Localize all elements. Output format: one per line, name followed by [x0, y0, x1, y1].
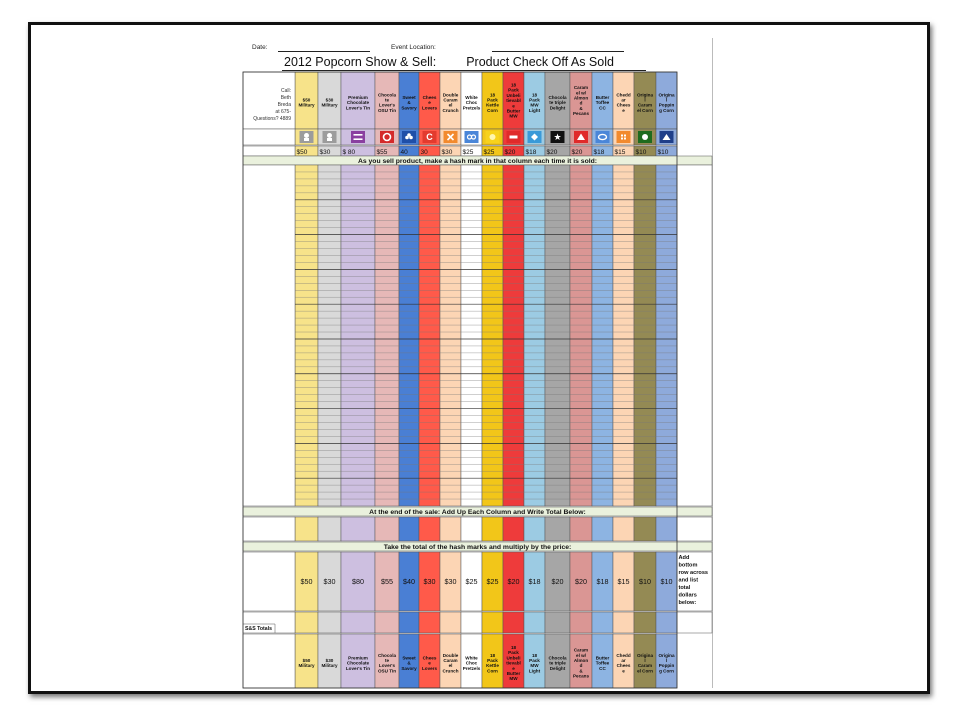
note-cell — [677, 165, 712, 506]
product-name-footer: ar — [621, 658, 626, 664]
cell-sales-total — [570, 612, 592, 633]
product-name: Caram — [637, 102, 653, 108]
product-name-footer: Choc — [465, 660, 478, 666]
cell-total — [592, 517, 613, 541]
price-multiplier: $20 — [551, 577, 564, 586]
product-name: Caram — [573, 85, 589, 91]
cell-sales-total — [295, 612, 318, 633]
price-multiplier: $30 — [423, 577, 436, 586]
totals-label: S&S Totals — [245, 626, 272, 632]
product-name: ar — [621, 97, 626, 103]
product-name-footer: Crunch — [442, 668, 459, 674]
product-name: Premium — [348, 94, 368, 100]
product-name: Toffee — [595, 100, 610, 106]
cell-sales-total — [399, 612, 419, 633]
product-name-footer: OSU Tin — [377, 668, 397, 674]
cell-total — [295, 517, 318, 541]
product-name: Chees — [616, 102, 631, 108]
ring-icon — [380, 131, 394, 143]
cell-sales-total — [613, 612, 634, 633]
product-name-footer: Military — [321, 663, 338, 669]
product-name: l — [644, 97, 646, 103]
product-name-footer: Chocola — [548, 655, 567, 661]
product-name: $50 — [302, 97, 311, 103]
product-name: Pecans — [572, 111, 590, 117]
cell-total — [440, 517, 461, 541]
price-label: $20 — [571, 149, 583, 156]
price-label: $50 — [296, 149, 308, 156]
cell-total — [634, 517, 656, 541]
product-name-footer: g Corn — [659, 668, 674, 674]
cell-sales-total — [592, 612, 613, 633]
cell-sales-total — [440, 612, 461, 633]
sun-icon — [486, 131, 500, 143]
note-line: bottom — [678, 562, 698, 569]
product-name-footer: & — [407, 660, 411, 666]
product-name-footer: Double — [442, 652, 459, 658]
diamond-icon — [528, 131, 542, 143]
pretzel-icon — [465, 131, 479, 143]
glyph — [304, 138, 309, 141]
club-icon — [402, 131, 416, 143]
contact-line: Breda — [277, 102, 291, 108]
product-name: Almon — [573, 95, 589, 101]
tin-icon-bg — [351, 131, 365, 143]
note-line: row across — [678, 570, 709, 576]
price-multiplier: $50 — [300, 577, 313, 586]
date-label: Date: — [252, 44, 268, 51]
label-cell — [243, 129, 295, 145]
product-name: Pack — [508, 87, 519, 93]
product-name: Delight — [549, 105, 566, 111]
product-name-footer: Pecans — [572, 673, 590, 679]
cell-total — [545, 517, 570, 541]
price-label: $ 80 — [342, 149, 356, 156]
cell-sales-total — [341, 612, 375, 633]
product-name: Military — [298, 102, 315, 108]
instruction-multiply: Take the total of the hash marks and multiply by the price: — [383, 544, 572, 551]
glyph — [354, 134, 363, 136]
product-name: Pretzels — [462, 105, 481, 111]
product-name: Sweet — [402, 94, 416, 100]
product-name: Double — [442, 92, 459, 98]
price-multiplier: $30 — [323, 577, 336, 586]
product-name: te — [384, 97, 390, 103]
title-main: 2012 Popcorn Show & Sell: — [284, 55, 437, 69]
rectangle-icon — [507, 131, 521, 143]
product-name: el Corn — [637, 107, 653, 113]
cell-sales-total — [318, 612, 341, 633]
product-name-footer: Pretzels — [462, 665, 481, 671]
product-name: Kettle — [486, 102, 499, 108]
product-name-footer: MW — [509, 676, 518, 682]
price-multiplier: $80 — [352, 577, 364, 586]
product-name-footer: Lovers — [421, 665, 438, 671]
product-name-footer: Origina — [658, 652, 675, 658]
product-name: $30 — [325, 97, 334, 103]
product-name-footer: l — [644, 658, 646, 664]
product-name: MW — [530, 102, 539, 108]
product-name-footer: Lover's Tin — [345, 665, 371, 671]
price-label: 40 — [400, 149, 408, 156]
hash-column[interactable] — [375, 165, 399, 506]
price-label: $15 — [614, 149, 626, 156]
product-name: OSU Tin — [377, 107, 397, 113]
product-name-footer: Caram — [443, 658, 458, 664]
product-name-footer: $50 — [302, 658, 311, 664]
oval-icon-bg — [596, 131, 610, 143]
cell-sales-total — [419, 612, 440, 633]
product-name-footer: Pack — [508, 650, 519, 656]
product-name: Pack — [487, 97, 498, 103]
price-label: $10 — [657, 149, 669, 156]
product-name-footer: Kettle — [486, 663, 499, 669]
product-name: e — [428, 100, 431, 106]
price-label: $25 — [483, 149, 495, 156]
product-name-footer: Butter — [506, 671, 521, 677]
cell-sales-total — [545, 612, 570, 633]
cell-sales-total — [503, 612, 524, 633]
product-name-footer: Caram — [637, 663, 653, 669]
price-multiplier: $18 — [528, 577, 541, 586]
product-name: Savory — [401, 105, 417, 111]
circle-icon — [638, 131, 652, 143]
price-label: $20 — [546, 149, 558, 156]
tin-icon — [351, 131, 365, 143]
price-multiplier: $25 — [486, 577, 499, 586]
product-name: Chocola — [377, 92, 397, 98]
triangle-icon — [574, 131, 588, 143]
product-name-footer: Chees — [422, 655, 437, 661]
product-name-footer: Chedd — [616, 652, 631, 658]
product-name-footer: CC — [599, 665, 606, 671]
price-label: $18 — [593, 149, 605, 156]
product-name-footer: 18 — [489, 652, 496, 658]
hash-column[interactable] — [461, 165, 482, 506]
product-name: el — [448, 102, 453, 108]
product-name: Light — [528, 107, 541, 113]
glyph — [624, 135, 626, 137]
product-name-footer: Origina — [636, 652, 654, 658]
label-cell — [243, 165, 295, 506]
club-icon-bg — [402, 131, 416, 143]
price-multiplier: $15 — [617, 577, 630, 586]
glyph: C — [426, 132, 433, 142]
scout-badge-icon — [300, 131, 314, 143]
cell-sales-total — [656, 612, 677, 633]
product-name: l — [665, 97, 668, 103]
product-name: tievabl — [506, 98, 521, 104]
hash-column[interactable] — [656, 165, 677, 506]
product-name-footer: Caram — [573, 647, 589, 653]
label-cell — [243, 634, 295, 688]
product-name: Choc — [465, 100, 478, 106]
product-name-footer: e — [428, 660, 431, 666]
price-multiplier: $20 — [575, 577, 587, 586]
cell-total — [524, 517, 545, 541]
hash-column[interactable] — [419, 165, 440, 506]
price-label: $18 — [525, 149, 537, 156]
hash-column[interactable] — [318, 165, 341, 506]
note-cell — [677, 517, 712, 541]
product-name: Pack — [529, 97, 540, 103]
product-name-footer: Chees — [616, 663, 631, 669]
hash-column[interactable] — [503, 165, 524, 506]
product-name-footer: e — [512, 665, 515, 671]
product-name: Origina — [658, 92, 675, 98]
glyph — [327, 133, 332, 138]
product-name-footer: Almon — [573, 658, 589, 664]
price-multiplier: $30 — [444, 577, 457, 586]
price-multiplier: $20 — [507, 577, 520, 586]
cell-total — [656, 517, 677, 541]
glyph — [624, 138, 626, 140]
glyph — [409, 136, 413, 140]
product-name: Lover's Tin — [345, 105, 371, 111]
product-name: Butter — [506, 108, 521, 114]
product-name: 18 — [489, 92, 496, 98]
product-name-footer: te — [384, 658, 390, 664]
cell-total — [419, 517, 440, 541]
product-name-footer: Light — [528, 668, 541, 674]
product-name-footer: d — [579, 663, 583, 669]
product-name-footer: te triple — [549, 660, 566, 666]
hash-column[interactable] — [399, 165, 419, 506]
product-name-footer: Chocolate — [346, 660, 370, 666]
hash-column[interactable] — [592, 165, 613, 506]
star-icon — [551, 131, 565, 143]
grid-icon — [617, 131, 631, 143]
note-line: Add — [678, 555, 690, 561]
product-name: g Corn — [659, 107, 674, 113]
cell-sales-total — [375, 612, 399, 633]
glyph — [642, 134, 648, 140]
note-line: dollars — [678, 592, 697, 599]
hash-column[interactable] — [613, 165, 634, 506]
product-name-footer: Savory — [401, 665, 417, 671]
price-multiplier: $18 — [596, 577, 609, 586]
product-name: Caram — [443, 97, 458, 103]
contact-line: at 675- — [275, 109, 291, 115]
cell-sales-total — [524, 612, 545, 633]
product-name: White — [465, 94, 478, 100]
product-name-footer: 18 — [531, 652, 538, 658]
product-name-footer: & — [579, 668, 583, 674]
note-line: and list — [678, 577, 699, 584]
product-name-footer: Premium — [348, 655, 368, 661]
product-name-footer: Toffee — [595, 660, 610, 666]
product-name-footer: el Corn — [637, 668, 653, 674]
price-multiplier: $10 — [660, 577, 673, 586]
label-cell — [243, 552, 295, 611]
product-name: 18 — [531, 92, 538, 98]
price-label: 30 — [420, 149, 428, 156]
product-name: d — [579, 100, 583, 106]
price-label: $30 — [441, 149, 453, 156]
product-name: Corn — [487, 107, 498, 113]
price-multiplier: $40 — [403, 577, 415, 586]
product-name: Poppin — [658, 102, 675, 108]
x-icon — [444, 131, 458, 143]
contact-line: Beth — [280, 95, 291, 101]
scout-badge-icon — [323, 131, 337, 143]
product-name-footer: Military — [298, 663, 315, 669]
glyph: ★ — [553, 132, 562, 142]
note-line: below: — [678, 600, 697, 606]
product-name: Crunch — [442, 107, 459, 113]
product-name: Unbeli — [506, 92, 521, 98]
glyph — [621, 135, 623, 137]
product-name-footer: Sweet — [402, 655, 416, 661]
product-name: el w/ — [576, 90, 586, 96]
product-name: Lovers — [421, 105, 438, 111]
cell-sales-total — [634, 612, 656, 633]
product-name-footer: Unbeli — [506, 655, 521, 661]
cell-total — [570, 517, 592, 541]
glyph — [354, 138, 363, 140]
grid-icon-bg — [617, 131, 631, 143]
location-label: Event Location: — [391, 44, 436, 51]
product-name-footer: Chocola — [377, 652, 397, 658]
hash-column[interactable] — [524, 165, 545, 506]
oval-icon — [596, 131, 610, 143]
cell-total — [318, 517, 341, 541]
hash-column[interactable] — [634, 165, 656, 506]
contact-line: Questions? 4889 — [253, 116, 291, 122]
product-name: MW — [509, 113, 518, 119]
product-name: Chocola — [548, 94, 567, 100]
product-name-footer: MW — [530, 663, 539, 669]
product-name: Military — [321, 102, 338, 108]
glyph — [304, 133, 309, 138]
cell-sales-total — [461, 612, 482, 633]
mountain-icon — [660, 131, 674, 143]
product-name-footer: l — [665, 658, 668, 664]
product-name-footer: Delight — [549, 665, 566, 671]
cell-total — [375, 517, 399, 541]
cell-total — [613, 517, 634, 541]
cell-total — [461, 517, 482, 541]
instruction-total: At the end of the sale: Add Up Each Column and Write Total Below: — [369, 509, 586, 516]
price-label: $55 — [376, 149, 388, 156]
cell-total — [503, 517, 524, 541]
product-name-footer: $30 — [325, 658, 334, 664]
product-name-footer: Pack — [529, 658, 540, 664]
product-name: & — [579, 105, 583, 111]
product-name-footer: White — [465, 655, 478, 661]
grand-total-cell[interactable] — [677, 612, 712, 633]
cell-sales-total — [482, 612, 503, 633]
cell-total — [399, 517, 419, 541]
product-name: & — [407, 100, 411, 106]
product-name-footer: Pack — [487, 658, 498, 664]
product-name: CC — [599, 105, 606, 111]
price-label: $10 — [635, 149, 647, 156]
price-multiplier: $10 — [639, 577, 651, 586]
glyph — [510, 136, 518, 139]
product-name-footer: 18 — [510, 645, 517, 651]
glyph — [327, 138, 332, 141]
hash-column[interactable] — [545, 165, 570, 506]
product-name: e — [622, 107, 625, 113]
product-name: 18 — [510, 82, 517, 88]
product-name-footer: e — [622, 668, 625, 674]
product-name-footer: el w/ — [576, 652, 586, 658]
cell-total — [341, 517, 375, 541]
glyph — [621, 138, 623, 140]
note-line: total — [678, 585, 691, 591]
label-cell — [243, 146, 295, 156]
instruction-hash: As you sell product, make a hash mark in that column each time it is sold: — [357, 158, 598, 165]
price-label: $20 — [504, 149, 516, 156]
hash-column[interactable] — [482, 165, 503, 506]
price-label: $25 — [462, 149, 474, 156]
cell-total — [482, 517, 503, 541]
product-name: Chedd — [616, 92, 631, 98]
label-cell — [243, 517, 295, 541]
product-name-footer: tievabl — [506, 660, 521, 666]
product-name: Lover's — [378, 102, 396, 108]
product-name: Origina — [636, 92, 654, 98]
price-label: $30 — [319, 149, 331, 156]
hash-column[interactable] — [341, 165, 375, 506]
product-name: Chees — [422, 94, 437, 100]
c-letter-icon — [423, 131, 437, 143]
product-name-footer: Lover's — [378, 663, 396, 669]
product-name: Chocolate — [346, 100, 370, 106]
glyph — [405, 136, 409, 140]
hash-column[interactable] — [295, 165, 318, 506]
product-name-footer: el — [448, 663, 453, 669]
product-name-footer: Poppin — [658, 663, 675, 669]
product-name: e — [512, 103, 515, 109]
glyph — [490, 134, 496, 140]
price-multiplier: $55 — [381, 577, 393, 586]
product-name-footer: Butter — [595, 655, 610, 661]
product-name: te triple — [549, 100, 566, 106]
product-name: Butter — [595, 94, 610, 100]
product-name-footer: Corn — [487, 668, 498, 674]
hash-column[interactable] — [440, 165, 461, 506]
contact-line: Call: — [280, 88, 291, 94]
price-multiplier: $25 — [465, 577, 478, 586]
hash-column[interactable] — [570, 165, 592, 506]
title-sub: Product Check Off As Sold — [466, 55, 614, 69]
